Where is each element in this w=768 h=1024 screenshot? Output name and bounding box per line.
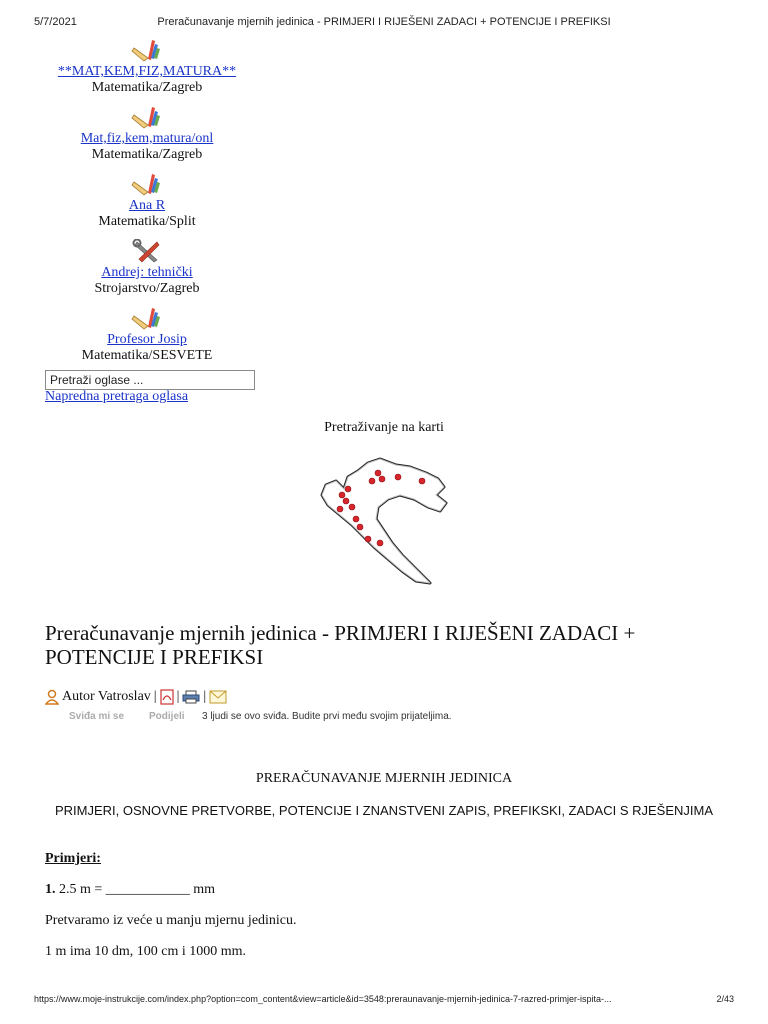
tutor-subject: Matematika/Zagreb [91, 80, 203, 95]
separator: | [203, 689, 207, 704]
example-number: 1. [45, 882, 56, 897]
example-1 [45, 882, 215, 898]
tutor-subject: Strojarstvo/Zagreb [94, 281, 200, 296]
user-icon [45, 689, 59, 705]
tutor-link[interactable]: Profesor Josip [107, 332, 187, 347]
pencil-ruler-icon [130, 306, 164, 330]
likes-count-text: 3 ljudi se ovo sviđa. Budite prvi među svojim prijateljima. [202, 711, 452, 722]
tutor-subject: Matematika/SESVETE [81, 348, 213, 363]
tutor-link[interactable]: Ana R [128, 198, 166, 213]
section-title: PRERAČUNAVANJE MJERNIH JEDINICA [255, 771, 513, 786]
paragraph: 1 m ima 10 dm, 100 cm i 1000 mm. [45, 944, 247, 959]
separator: | [153, 689, 157, 704]
article-meta [45, 689, 227, 705]
tutor-item [44, 239, 250, 306]
tutor-item [44, 105, 250, 172]
tutor-subject: Matematika/Split [98, 214, 196, 229]
tutor-item [44, 306, 250, 373]
tutor-link[interactable]: Mat,fiz,kem,matura/onl [80, 131, 214, 146]
paragraph: Pretvaramo iz veće u manju mjernu jedinicu. [45, 913, 297, 928]
advanced-search-link[interactable]: Napredna pretraga oglasa [45, 389, 189, 404]
tutor-list [44, 38, 250, 373]
email-icon[interactable] [209, 690, 227, 704]
map-search-title: Pretraživanje na karti [324, 420, 444, 435]
author-label: Autor Vatroslav [62, 689, 151, 704]
article-title: Preračunavanje mjernih jedinica - PRIMJERI I RIJEŠENI ZADACI + POTENCIJE I PREFIKSI [45, 621, 636, 669]
print-title: Preračunavanje mjernih jedinica - PRIMJERI I RIJEŠENI ZADACI + POTENCIJE I PREFIKSI [157, 16, 611, 28]
pdf-icon[interactable] [160, 689, 174, 705]
tutor-item [44, 38, 250, 105]
tutor-subject: Matematika/Zagreb [91, 147, 203, 162]
pencil-ruler-icon [130, 172, 164, 196]
tools-icon [130, 239, 164, 263]
page-number: 2/43 [716, 994, 734, 1004]
print-url: https://www.moje-instrukcije.com/index.php?option=com_content&view=article&id=3548:preraunavanje-mjernih-jedinica-7-razred-primjer-ispita-... [34, 994, 612, 1004]
section-subtitle: PRIMJERI, OSNOVNE PRETVORBE, POTENCIJE I ZNANSTVENI ZAPIS, PREFIKSKI, ZADACI S RJEŠENJIMA [54, 803, 714, 818]
print-date: 5/7/2021 [34, 16, 77, 28]
pencil-ruler-icon [130, 105, 164, 129]
search-input[interactable]: Pretraži oglase ... [45, 370, 255, 390]
tutor-item [44, 172, 250, 239]
like-button[interactable]: Sviđa mi se [69, 711, 125, 722]
print-icon[interactable] [182, 690, 200, 704]
tutor-link[interactable]: **MAT,KEM,FIZ,MATURA** [57, 64, 237, 79]
examples-label: Primjeri: [45, 851, 101, 866]
tutor-link[interactable]: Andrej: tehnički [101, 265, 193, 280]
example-text: 2.5 m = ____________ mm [59, 882, 216, 897]
share-button[interactable]: Podijeli [149, 711, 185, 722]
croatia-map[interactable] [318, 455, 453, 585]
pencil-ruler-icon [130, 38, 164, 62]
separator: | [176, 689, 180, 704]
